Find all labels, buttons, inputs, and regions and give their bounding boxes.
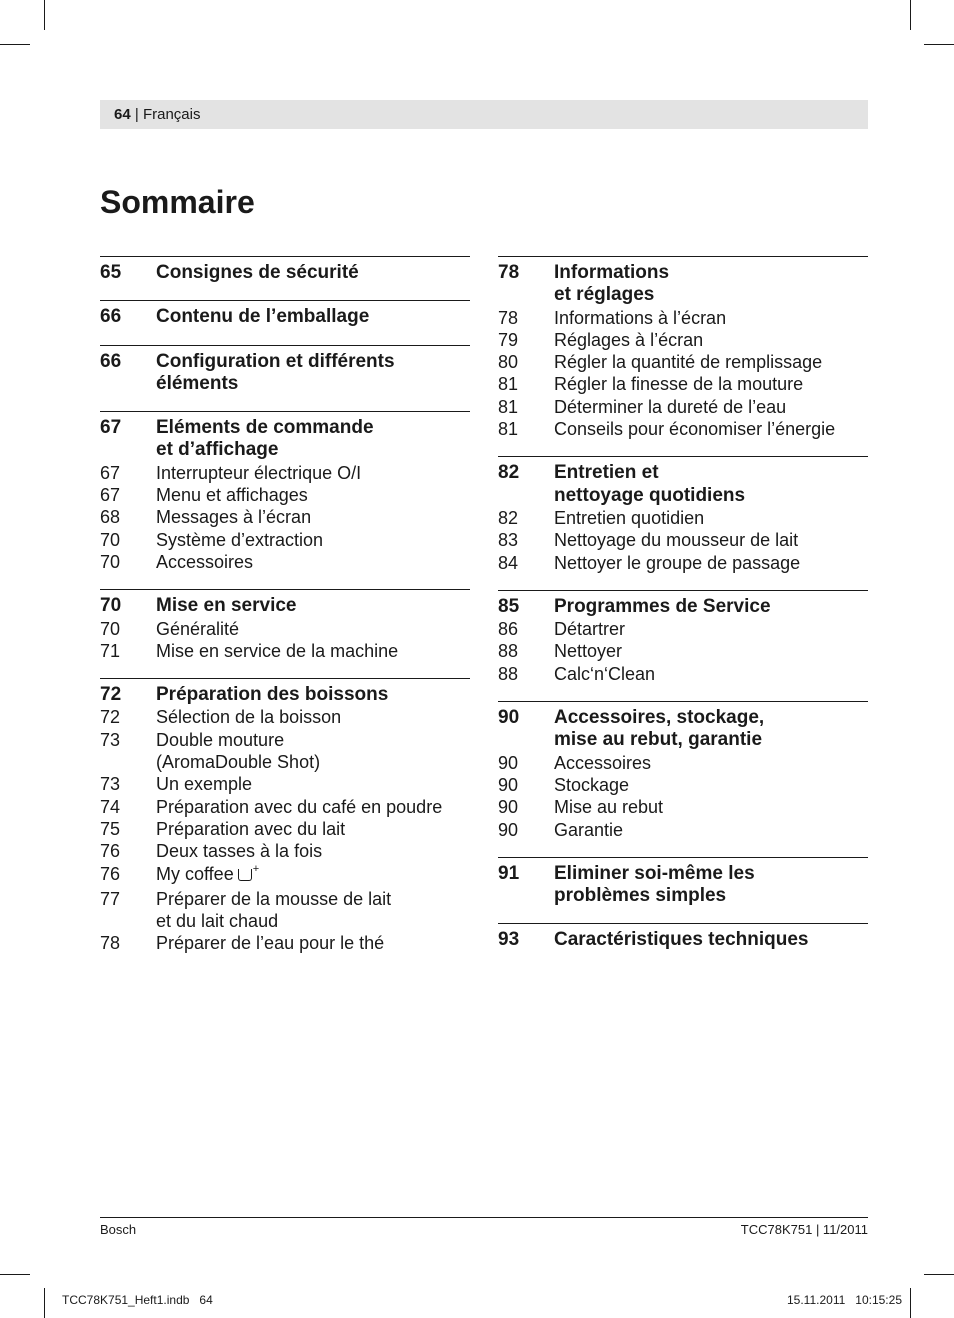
toc-section bbox=[100, 256, 470, 300]
footer-brand: Bosch bbox=[100, 1222, 137, 1237]
toc-subentry[interactable] bbox=[100, 529, 470, 551]
toc-entry-title: My coffee + bbox=[156, 862, 260, 884]
toc-entry-title: Nettoyer bbox=[554, 641, 623, 662]
toc-entry-title: Informations et réglages bbox=[554, 262, 670, 306]
toc-chapter-entry[interactable] bbox=[100, 306, 470, 328]
toc-page-number: 91 bbox=[498, 862, 520, 884]
toc-chapter-entry[interactable] bbox=[498, 929, 868, 951]
toc-entry-title: Eliminer soi-même les problèmes simples bbox=[554, 862, 755, 907]
toc-page-number: 90 bbox=[498, 707, 520, 729]
toc-section bbox=[100, 300, 470, 344]
toc-page-number: 77 bbox=[100, 888, 121, 909]
toc-section bbox=[100, 345, 470, 412]
toc-subentry[interactable] bbox=[100, 618, 470, 640]
toc-page-number: 78 bbox=[100, 933, 121, 954]
toc-chapter-entry[interactable] bbox=[100, 262, 470, 284]
toc-subentry[interactable] bbox=[498, 529, 868, 551]
toc-subentry[interactable] bbox=[498, 418, 868, 440]
toc-page-number: 82 bbox=[498, 462, 520, 484]
toc-page-number: 68 bbox=[100, 507, 121, 528]
crop-mark bbox=[910, 0, 911, 30]
page-number: 64 bbox=[114, 106, 131, 123]
toc-subentry[interactable] bbox=[498, 329, 868, 351]
toc-subentry[interactable] bbox=[498, 373, 868, 395]
plus-icon: + bbox=[252, 862, 260, 875]
toc-page-number: 76 bbox=[100, 841, 121, 862]
toc-entry-title: Programmes de Service bbox=[554, 595, 771, 617]
toc-subentry[interactable] bbox=[100, 796, 470, 818]
toc-page-number: 88 bbox=[498, 663, 519, 684]
toc-subentry[interactable] bbox=[498, 507, 868, 529]
toc-chapter-entry[interactable] bbox=[498, 596, 868, 618]
toc-subentry[interactable] bbox=[100, 888, 470, 933]
toc-entry-title: Contenu de l’emballage bbox=[156, 306, 370, 328]
toc-page-number: 78 bbox=[498, 262, 520, 283]
toc-page-number: 83 bbox=[498, 530, 519, 551]
toc-subentry[interactable] bbox=[100, 818, 470, 840]
toc-page-number: 80 bbox=[498, 352, 519, 373]
toc-entry-title: Détartrer bbox=[554, 619, 626, 640]
toc-page-number: 84 bbox=[498, 552, 519, 573]
toc-subentry[interactable] bbox=[498, 819, 868, 841]
toc-entry-title: Sélection de la boisson bbox=[156, 707, 342, 728]
toc-chapter-entry[interactable] bbox=[100, 595, 470, 617]
toc-page-number: 72 bbox=[100, 707, 121, 728]
toc-page-number: 90 bbox=[498, 797, 519, 818]
toc-chapter-entry[interactable] bbox=[100, 417, 470, 462]
toc-subentry[interactable] bbox=[100, 640, 470, 662]
toc-entry-title: Informations à l’écran bbox=[554, 307, 727, 328]
toc-page-number: 78 bbox=[498, 307, 519, 328]
toc-page-number: 67 bbox=[100, 462, 121, 483]
toc-entry-title: Conseils pour économiser l’énergie bbox=[554, 419, 836, 440]
toc-chapter-entry[interactable] bbox=[498, 707, 868, 752]
crop-mark bbox=[924, 1274, 954, 1275]
toc-subentry[interactable] bbox=[100, 773, 470, 795]
toc-subentry[interactable] bbox=[498, 307, 868, 329]
toc-entry-title: Nettoyage du mousseur de lait bbox=[554, 530, 799, 551]
toc-entry-title: Mise en service bbox=[156, 595, 297, 617]
toc-page-number: 90 bbox=[498, 819, 519, 840]
toc-page-number: 70 bbox=[100, 529, 121, 550]
toc-page-number: 72 bbox=[100, 684, 122, 706]
toc-entry-title: Généralité bbox=[156, 618, 240, 639]
toc-page-number: 71 bbox=[100, 640, 121, 661]
footer-model-date: TCC78K751 | 11/2011 bbox=[740, 1222, 868, 1237]
toc-page-number: 74 bbox=[100, 796, 121, 817]
toc-subentry[interactable] bbox=[100, 932, 470, 954]
toc-page-number: 86 bbox=[498, 619, 519, 640]
toc-subentry[interactable] bbox=[100, 729, 470, 774]
toc-page-number: 66 bbox=[100, 306, 122, 328]
toc-chapter-entry[interactable] bbox=[498, 863, 868, 908]
toc-entry-title: Calc‘n‘Clean bbox=[554, 663, 656, 684]
footer-divider bbox=[100, 1217, 868, 1218]
toc-entry-title: Accessoires bbox=[554, 752, 652, 773]
toc-entry-title: Accessoires, stockage, mise au rebut, garantie bbox=[554, 707, 765, 751]
crop-mark bbox=[924, 44, 954, 45]
toc-entry-title: Eléments de commande et d’affichage bbox=[156, 417, 374, 461]
header-separator: | bbox=[134, 106, 139, 123]
toc-entry-title: Entretien et nettoyage quotidiens bbox=[554, 462, 746, 506]
toc-subentry[interactable] bbox=[498, 774, 868, 796]
toc-page-number: 85 bbox=[498, 595, 520, 617]
toc-page-number: 73 bbox=[100, 729, 121, 750]
toc-entry-title: Préparation avec du lait bbox=[156, 818, 346, 839]
toc-section bbox=[100, 678, 470, 971]
header-language: Français bbox=[142, 106, 201, 123]
print-slug-file: TCC78K751_Heft1.indb 64 bbox=[62, 1293, 213, 1307]
toc-subentry[interactable] bbox=[100, 551, 470, 573]
toc-page-number: 81 bbox=[498, 396, 519, 417]
toc-page-number: 93 bbox=[498, 929, 520, 951]
toc-page-number: 65 bbox=[100, 262, 122, 283]
toc-subentry[interactable] bbox=[498, 640, 868, 662]
toc-page-number: 82 bbox=[498, 507, 519, 528]
toc-entry-title: Entretien quotidien bbox=[554, 507, 705, 528]
toc-section bbox=[498, 456, 868, 589]
toc-entry-title: Régler la quantité de remplissage bbox=[554, 352, 823, 373]
toc-page-number: 70 bbox=[100, 618, 121, 639]
toc-subentry[interactable] bbox=[498, 796, 868, 818]
toc-entry-title: Déterminer la dureté de l’eau bbox=[554, 396, 787, 417]
toc-entry-title: Préparation des boissons bbox=[156, 684, 389, 706]
toc-page-number: 66 bbox=[100, 350, 122, 372]
toc-entry-title: Régler la finesse de la mouture bbox=[554, 374, 804, 395]
toc-page-number: 67 bbox=[100, 485, 121, 506]
toc-page-number: 70 bbox=[100, 551, 121, 572]
toc-entry-title: Deux tasses à la fois bbox=[156, 841, 323, 862]
toc-section bbox=[498, 256, 868, 456]
toc-entry-title: Un exemple bbox=[156, 774, 253, 795]
crop-mark bbox=[910, 1288, 911, 1318]
toc-right-column bbox=[498, 256, 868, 968]
toc-chapter-entry[interactable] bbox=[100, 684, 470, 706]
toc-entry-title: Système d’extraction bbox=[156, 529, 324, 550]
toc-chapter-entry[interactable] bbox=[498, 462, 868, 507]
coffee-cup-plus-icon bbox=[238, 869, 252, 881]
toc-entry-title: Préparation avec du café en poudre bbox=[156, 796, 443, 817]
toc-entry-title: Préparer de l’eau pour le thé bbox=[156, 933, 385, 954]
toc-entry-title: Garantie bbox=[554, 819, 624, 840]
toc-entry-title: Accessoires bbox=[156, 551, 254, 572]
toc-subentry[interactable] bbox=[498, 396, 868, 418]
toc-page-number: 90 bbox=[498, 752, 519, 773]
toc-section bbox=[498, 701, 868, 857]
toc-section bbox=[498, 590, 868, 701]
toc-page-number: 81 bbox=[498, 374, 519, 395]
crop-mark bbox=[0, 1274, 30, 1275]
toc-subentry[interactable] bbox=[100, 840, 470, 862]
toc-entry-title: Stockage bbox=[554, 774, 630, 795]
page-header bbox=[100, 100, 868, 129]
toc-entry-title: Configuration et différents éléments bbox=[156, 350, 395, 394]
toc-left-column bbox=[100, 256, 470, 971]
toc-entry-title: Double mouture (AromaDouble Shot) bbox=[156, 729, 321, 773]
toc-page-number: 79 bbox=[498, 329, 519, 350]
toc-subentry[interactable] bbox=[100, 462, 470, 484]
toc-subentry[interactable] bbox=[498, 552, 868, 574]
page-title: Sommaire bbox=[100, 184, 255, 220]
toc-section bbox=[498, 857, 868, 924]
crop-mark bbox=[44, 0, 45, 30]
toc-page-number: 73 bbox=[100, 774, 121, 795]
toc-page-number: 70 bbox=[100, 595, 122, 617]
toc-subentry[interactable] bbox=[498, 663, 868, 685]
toc-entry-title: Messages à l’écran bbox=[156, 507, 312, 528]
crop-mark bbox=[44, 1288, 45, 1318]
toc-entry-title: Préparer de la mousse de lait et du lait chaud bbox=[156, 888, 392, 932]
crop-mark bbox=[0, 44, 30, 45]
toc-subentry[interactable] bbox=[498, 351, 868, 373]
toc-chapter-entry[interactable] bbox=[498, 262, 868, 307]
toc-page-number: 76 bbox=[100, 863, 121, 884]
toc-entry-title: Consignes de sécurité bbox=[156, 262, 359, 283]
toc-page-number: 88 bbox=[498, 641, 519, 662]
toc-page-number: 75 bbox=[100, 818, 121, 839]
toc-subentry[interactable] bbox=[498, 752, 868, 774]
toc-page-number: 81 bbox=[498, 419, 519, 440]
toc-section bbox=[498, 923, 868, 967]
toc-entry-title: Menu et affichages bbox=[156, 485, 308, 506]
toc-section bbox=[100, 411, 470, 589]
toc-section bbox=[100, 589, 470, 678]
toc-entry-title: Interrupteur électrique O/I bbox=[156, 462, 362, 483]
toc-subentry[interactable] bbox=[100, 506, 470, 528]
print-slug-datetime: 15.11.2011 10:15:25 bbox=[787, 1293, 902, 1307]
toc-subentry[interactable] bbox=[100, 484, 470, 506]
toc-entry-title: Mise au rebut bbox=[554, 797, 664, 818]
toc-entry-title: Réglages à l’écran bbox=[554, 329, 704, 350]
toc-chapter-entry[interactable] bbox=[100, 351, 470, 396]
toc-subentry[interactable] bbox=[100, 863, 470, 888]
toc-page-number: 90 bbox=[498, 774, 519, 795]
toc-entry-title: Caractéristiques techniques bbox=[554, 929, 809, 951]
toc-subentry[interactable] bbox=[100, 706, 470, 728]
toc-subentry[interactable] bbox=[498, 618, 868, 640]
toc-page-number: 67 bbox=[100, 417, 122, 439]
toc-entry-title: Nettoyer le groupe de passage bbox=[554, 552, 801, 573]
toc-entry-title: Mise en service de la machine bbox=[156, 640, 399, 661]
